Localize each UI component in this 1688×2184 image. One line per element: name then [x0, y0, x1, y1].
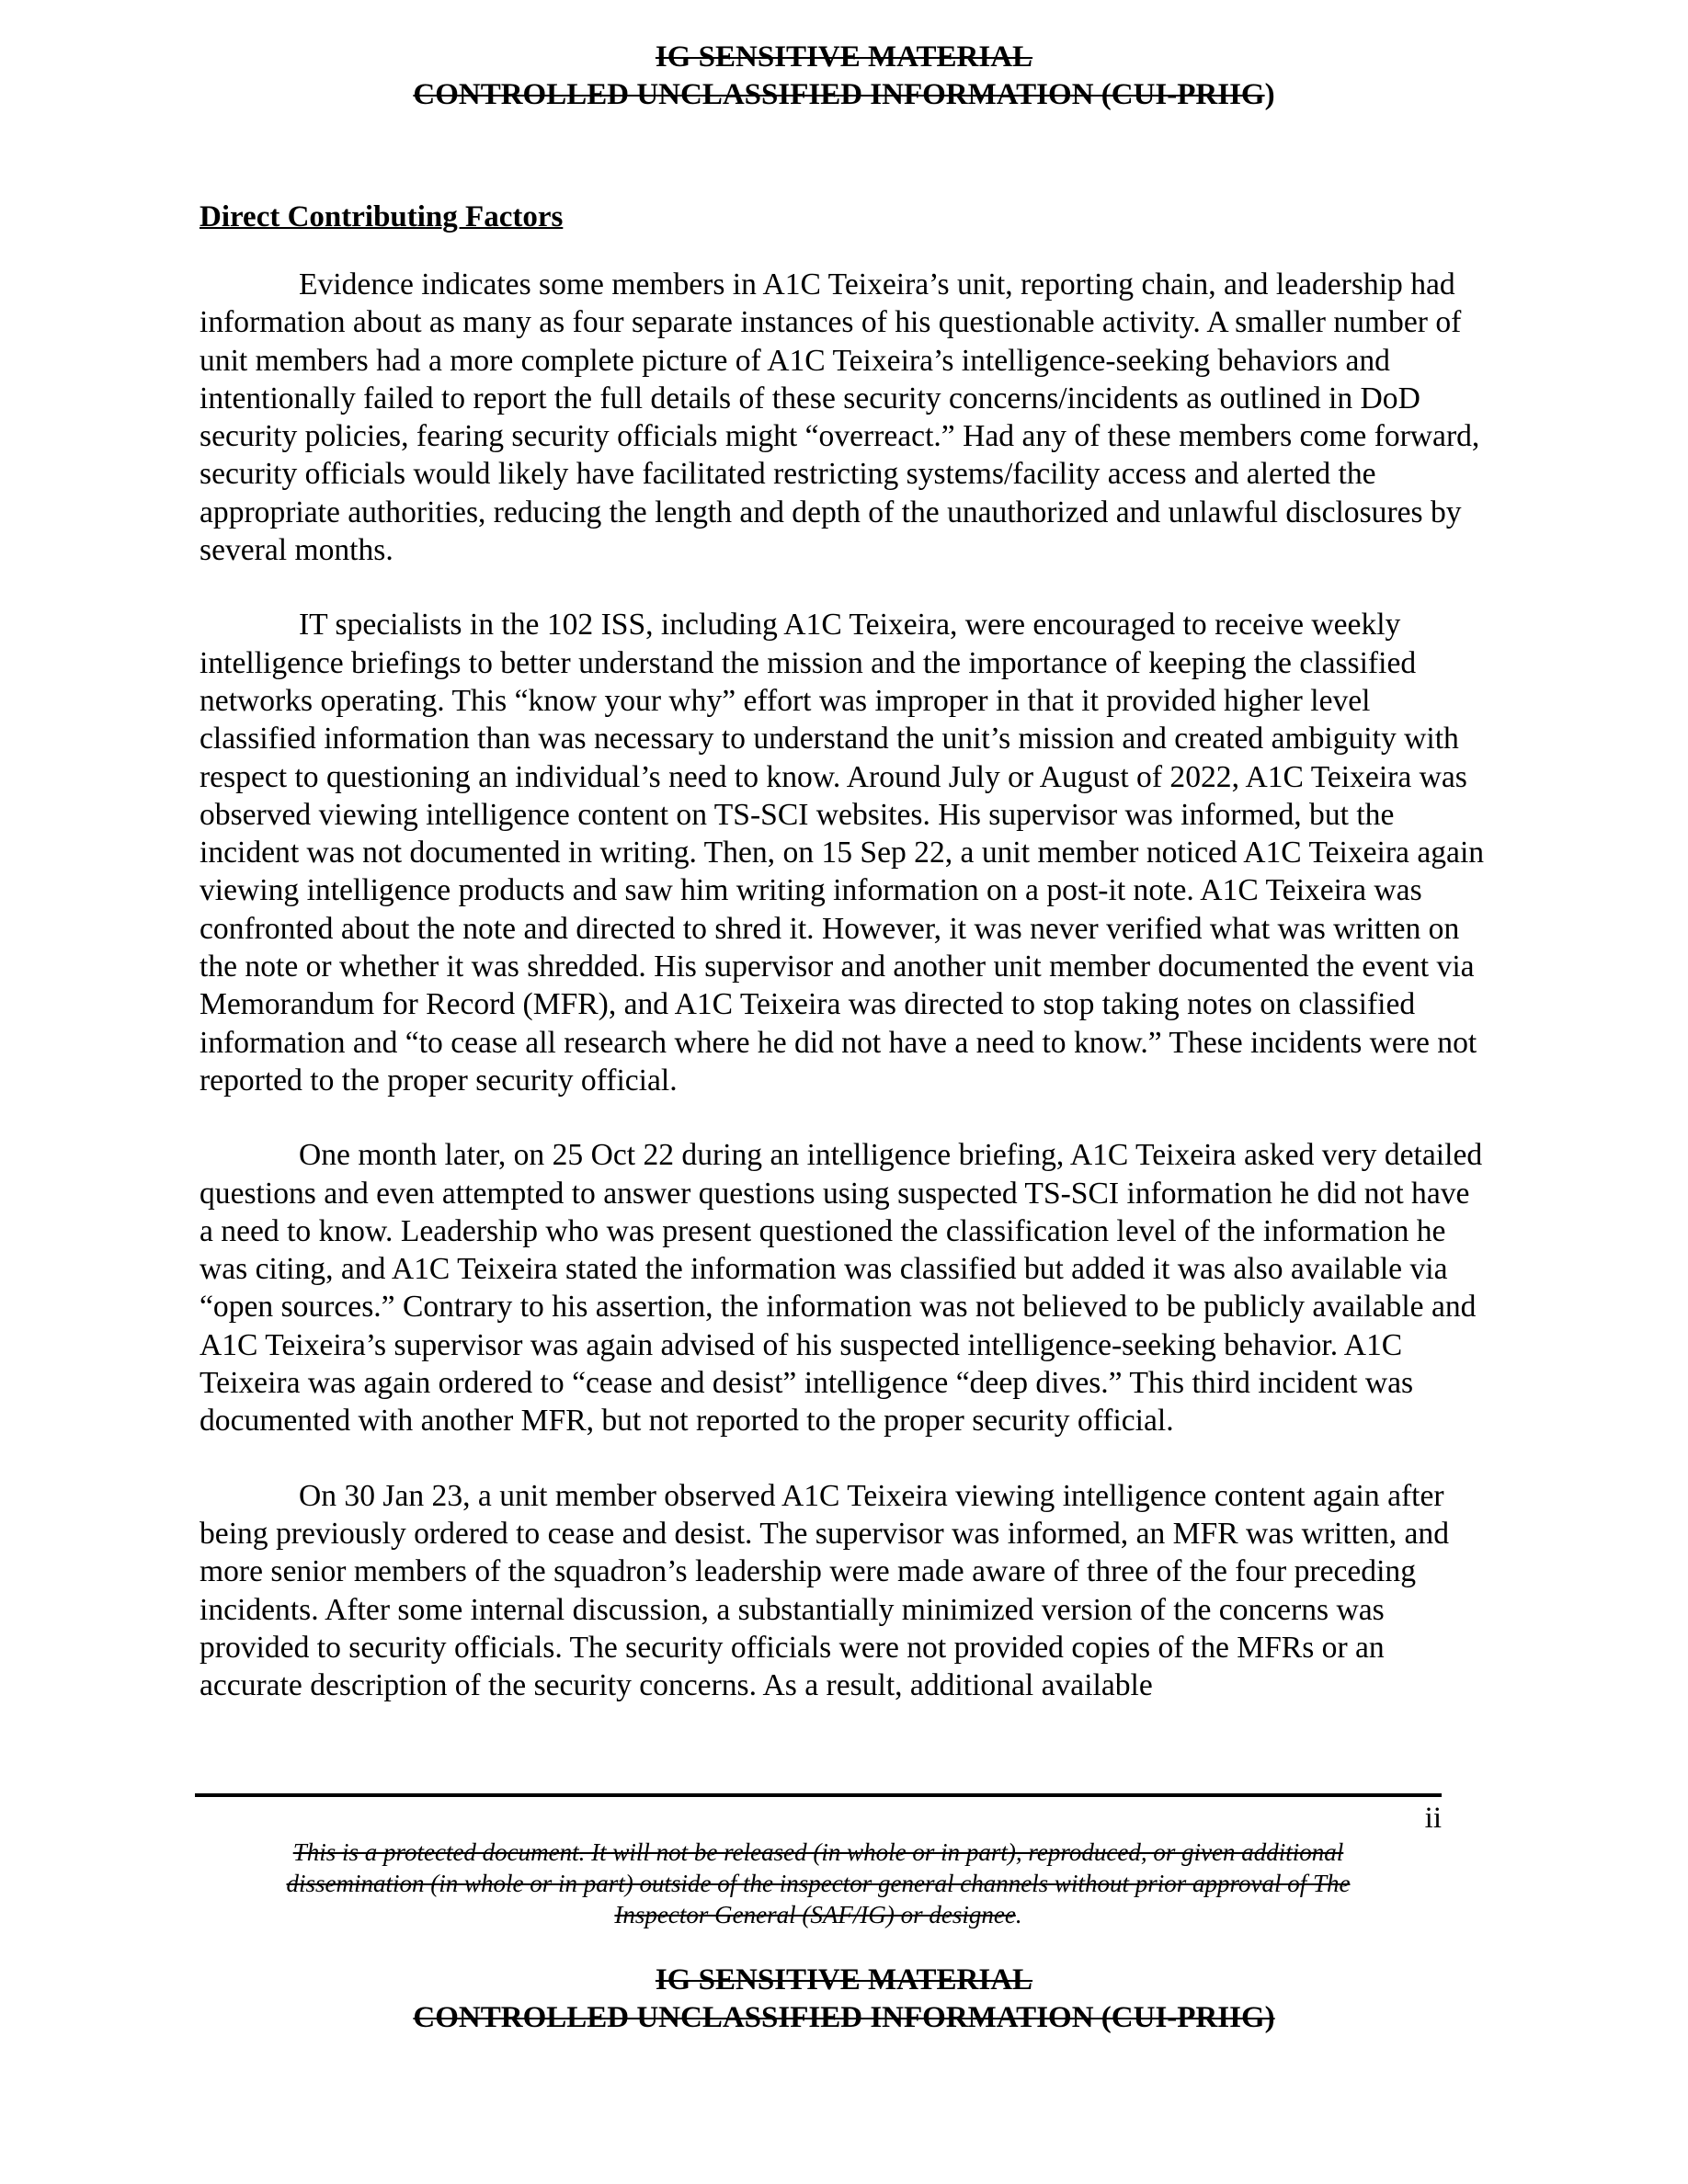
footer-divider — [195, 1793, 1442, 1797]
document-body — [200, 199, 1487, 1741]
header-marking-line-2: CONTROLLED UNCLASSIFIED INFORMATION (CUI-PRIIG) — [413, 78, 1275, 111]
paragraph-2: IT specialists in the 102 ISS, including A1C Teixeira, were encouraged to receive weekly intelligence briefings to better understand the mission and the importance of keeping the classified networks operating. This “know your why” effort was improper in that it provided higher level classified information than was necessary to understand the unit’s mission and created ambiguity with respect to questioning an individual’s need to know. Around July or August of 2022, A1C Teixeira was observed viewing intelligence content on TS-SCI websites. His supervisor was informed, but the incident was not documented in writing. Then, on 15 Sep 22, a unit member noticed A1C Teixeira again viewing intelligence products and saw him writing information on a post-it note. A1C Teixeira was confronted about the note and directed to shred it. However, it was never verified what was written on the note or whether it was shredded. His supervisor and another unit member documented the event via Memorandum for Record (MFR), and A1C Teixeira was directed to stop taking notes on classified information and “to cease all research where he did not have a need to know.” These incidents were not reported to the proper security official. — [200, 608, 1485, 1098]
header-marking — [0, 39, 1688, 114]
protected-document-notice: This is a protected document. It will not be released (in whole or in part), reproduced, or given additional dissemination (in whole or in part) outside of the inspector general channels without prior approval of The Inspector General (SAF/IG) or designee. — [286, 1838, 1351, 1928]
footer-marking-line-2: CONTROLLED UNCLASSIFIED INFORMATION (CUI-PRIIG) — [413, 2001, 1275, 2034]
header-marking-line-1: IG SENSITIVE MATERIAL — [655, 40, 1033, 74]
paragraph-4: On 30 Jan 23, a unit member observed A1C Teixeira viewing intelligence content again after being previously ordered to cease and desist. The supervisor was informed, an MFR was written, and more senior members of the squadron’s leadership were made aware of three of the four preceding incidents. After some internal discussion, a substantially minimized version of the concerns was provided to security officials. The security officials were not provided copies of the MFRs or an accurate description of the security concerns. As a result, additional available — [200, 1478, 1449, 1703]
paragraph-1: Evidence indicates some members in A1C Teixeira’s unit, reporting chain, and leadership had information about as many as four separate instances of his questionable activity. A smaller number of unit members had a more complete picture of A1C Teixeira’s intelligence-seeking behaviors and intentionally failed to report the full details of these security concerns/incidents as outlined in DoD security policies, fearing security officials might “overreact.” Had any of these members come forward, security officials would likely have facilitated restricting systems/facility access and alerted the appropriate authorities, reducing the length and depth of the unauthorized and unlawful disclosures by several months. — [200, 267, 1480, 568]
page-number: ii — [1424, 1802, 1442, 1835]
section-heading: Direct Contributing Factors — [200, 200, 564, 233]
paragraph-3: One month later, on 25 Oct 22 during an intelligence briefing, A1C Teixeira asked very detailed questions and even attempted to answer questions using suspected TS-SCI information he did not have a need to know. Leadership who was present questioned the classification level of the information he was citing, and A1C Teixeira stated the information was classified but added it was also available via “open sources.” Contrary to his assertion, the information was not believed to be publicly available and A1C Teixeira’s supervisor was again advised of his suspected intelligence-seeking behavior. A1C Teixeira was again ordered to “cease and desist” intelligence “deep dives.” This third incident was documented with another MFR, but not reported to the proper security official. — [200, 1138, 1483, 1439]
footer-marking-line-1: IG SENSITIVE MATERIAL — [655, 1963, 1033, 1996]
footer-marking — [0, 1962, 1688, 2037]
